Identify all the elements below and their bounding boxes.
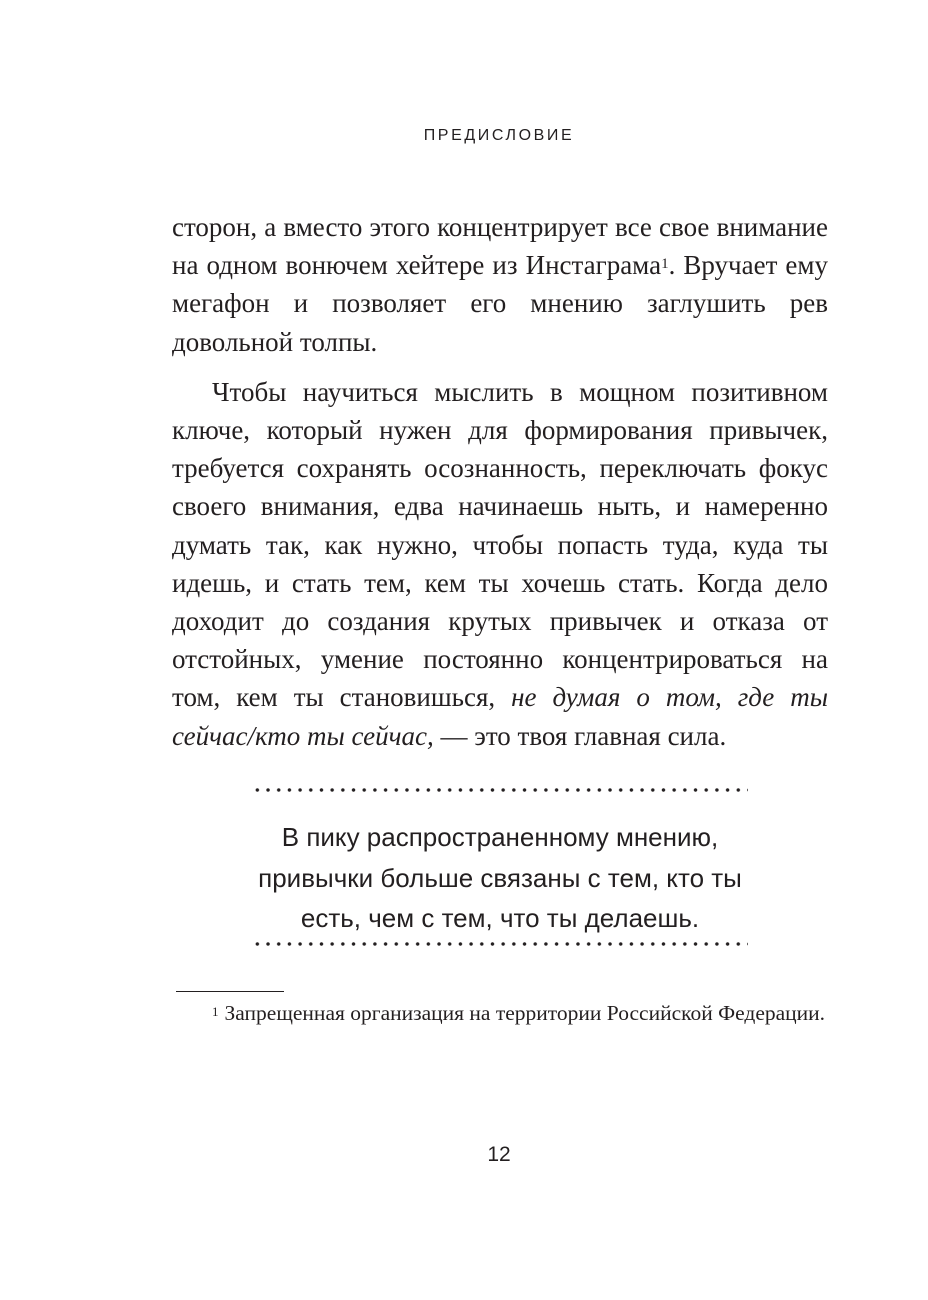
page-number: 12 [487, 1143, 511, 1166]
paragraph-2-text: Чтобы научиться мыслить в мощном позитивном ключе, который нужен для формирования привычек, требуется сохранять осознанность, переключать фокус своего внимания, едва начинаешь ныть, и намеренно думать так, как нужно, чтобы попасть туда, куда ты идешь, и стать тем, кем ты хочешь стать. Когда дело доходит до создания крутых привычек и отказа от отстойных, умение постоянно концентрироваться на том, кем ты становишься, [172, 376, 828, 713]
dotted-divider-bottom [252, 942, 748, 946]
paragraph-2-end: — это твоя главная сила. [433, 720, 727, 751]
footnote-rule [176, 991, 284, 992]
pull-quote-line-1: В пику распространенному мнению, [281, 822, 719, 852]
footnote-number: 1 [212, 1004, 219, 1019]
footnote-reference[interactable]: 1 [661, 256, 669, 273]
paragraph-1 [172, 208, 828, 361]
dotted-divider-top [252, 788, 748, 792]
paragraph-1-text: сторон, а вместо этого концентрирует все свое внимание на одном вонючем хейтере из Инстаграма [172, 212, 828, 281]
pull-quote-line-3: есть, чем с тем, что ты делаешь. [300, 903, 700, 933]
footnote [172, 998, 828, 1030]
paragraph-2-italic: не думая о том, где ты сейчас/кто ты сейчас, [172, 682, 829, 751]
footnote-text: Запрещенная организация на территории Российской Федерации. [224, 1001, 826, 1025]
main-text [172, 208, 828, 755]
running-head: ПРЕДИСЛОВИЕ [423, 127, 575, 144]
pull-quote [172, 817, 828, 939]
pull-quote-line-2: привычки больше связаны с тем, кто ты [258, 862, 742, 893]
paragraph-2 [172, 373, 828, 755]
paragraph-1-text-end: . Вручает ему мегафон и позволяет его мнению заглушить рев довольной толпы. [172, 250, 828, 357]
